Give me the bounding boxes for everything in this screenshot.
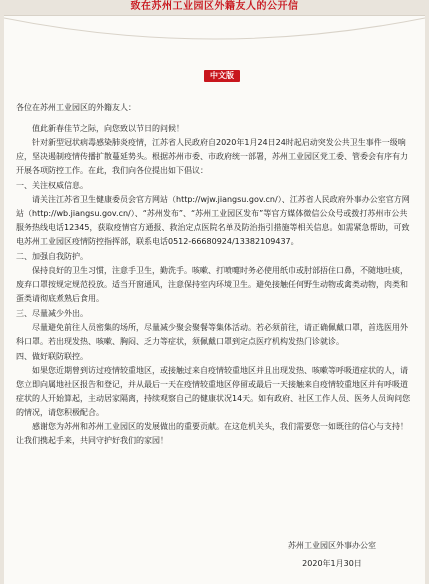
- signature-date: 2020年1月30日: [302, 559, 362, 568]
- section-heading-2: 二、加强自我防护。: [16, 252, 88, 261]
- signature-block: [272, 537, 392, 573]
- paragraph-intro: 针对新型冠状病毒感染肺炎疫情，江苏省人民政府自2020年1月24日24时起启动突发公共卫生事件一级响应，坚决遏制疫情传播扩散蔓延势头。根据苏州市委、市政府统一部署，苏州工业园区党工委、管委会有序有力开展各项防控工作。在此，我们向各位提出如下倡议：: [16, 138, 408, 175]
- section-heading-1: 一、关注权威信息。: [16, 181, 88, 190]
- paragraph-greeting: 值此新春佳节之际，向您致以节日的问候！: [32, 124, 184, 133]
- greeting: 各位在苏州工业园区的外籍友人：: [16, 103, 136, 112]
- signature-org: 苏州工业园区外事办公室: [288, 541, 376, 550]
- section-body-3: 尽量避免前往人员密集的场所，尽量减少聚会聚餐等集体活动。若必须前往，请正确佩戴口罩，首选医用外科口罩。若出现发热、咳嗽、胸闷、乏力等症状，须佩戴口罩到定点医疗机构发热门诊就诊。: [16, 323, 408, 346]
- language-badge: 中文版: [204, 70, 240, 82]
- header-curve-decoration: [4, 16, 425, 56]
- letter-body: [16, 101, 414, 448]
- page-title: 致在苏州工业园区外籍友人的公开信: [130, 1, 299, 12]
- section-body-2: 保持良好的卫生习惯，注意手卫生，勤洗手。咳嗽、打喷嚏时务必使用纸巾或肘部捂住口鼻，不随地吐痰，废弃口罩按规定规范投放。适当开窗通风，注意保持室内环境卫生。避免接触任何野生动物或禽类动物，肉类和蛋类请彻底煮熟后食用。: [16, 266, 408, 303]
- section-body-1: 请关注江苏省卫生健康委员会官方网站（http://wjw.jiangsu.gov.cn/）、江苏省人民政府外事办公室官方网站（http://wb.jiangsu.gov.cn/）、“苏州发布”、“苏州工业园区发布”等官方媒体微信公众号或拨打苏州市公共服务热线电话12345，获取疫情官方通报、救治定点医院名单及防治指引措施等相关信息。如需紧急帮助，可致电苏州工业园区疫情防控指挥部，联系电话0512-66680924/13382109437。: [16, 195, 410, 246]
- closing-paragraph: 感谢您为苏州和苏州工业园区的发展做出的重要贡献。在这危机关头，我们需要您一如既往的信心与支持！让我们携起手来，共同守护好我们的家园！: [16, 422, 408, 445]
- section-body-4: 如果您近期曾到访过疫情较重地区，或接触过来自疫情较重地区并且出现发热、咳嗽等呼吸道症状的人，请您立即向属地社区报告和登记，并从最后一天在疫情较重地区停留或最后一天接触来自疫情较重地区并有呼吸道症状的人开始算起，主动居家隔离，持续观察自己的健康状况14天。如有政府、社区工作人员、医务人员询问您的情况，请您积极配合。: [16, 366, 411, 417]
- section-heading-4: 四、做好联防联控。: [16, 352, 88, 361]
- letter-sheet: [4, 15, 425, 584]
- section-heading-3: 三、尽量减少外出。: [16, 309, 88, 318]
